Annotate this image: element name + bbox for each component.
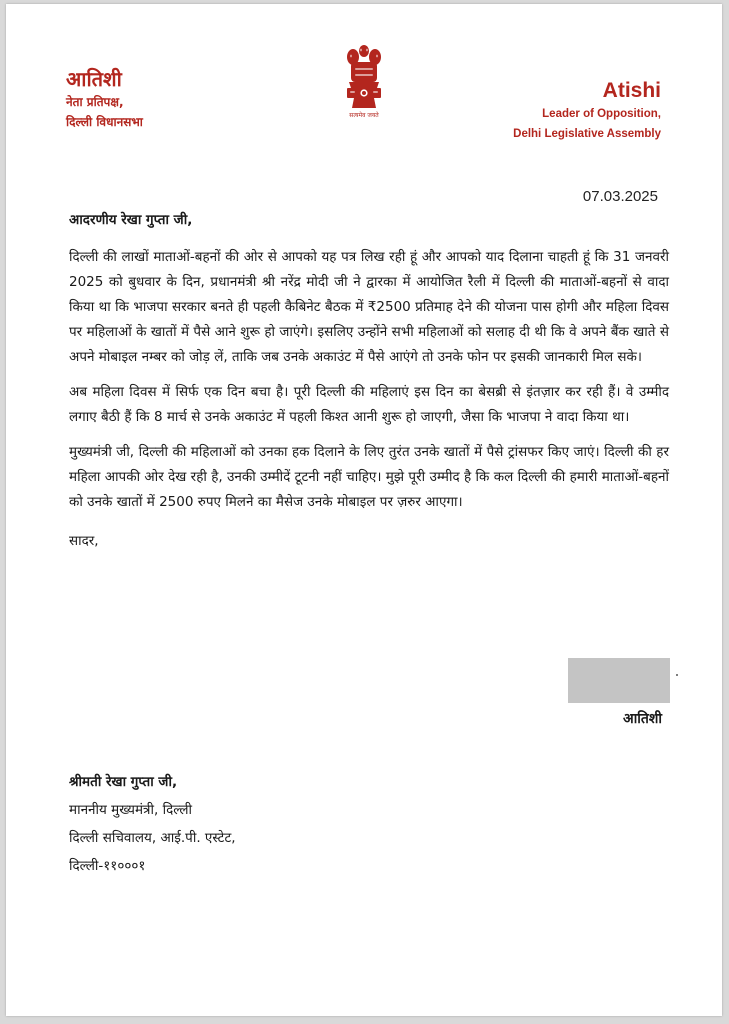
body-paragraph-1: दिल्ली की लाखों माताओं-बहनों की ओर से आपको यह पत्र लिख रही हूं और आपको याद दिलाना चाहती हूं कि 31 जनवरी 2025 को बुधवार के दिन, प्रधानमंत्री श्री नरेंद्र मोदी जी ने द्वारका में आयोजित रैली में दिल्ली की माताओं-बहनों से वादा किया था कि भाजपा सरकार बनते ही पहली कैबिनेट बैठक में ₹2500 प्रतिमाह देने की योजना पास होगी और महिला दिवस पर महिलाओं के खातों में पैसे आने शुरू हो जाएंगे। इसलिए उन्होंने सभी महिलाओं को सलाह दी थी कि वे अपने बैंक खाते से अपने मोबाइल नम्बर को जोड़ लें, ताकि जब उनके अकाउंट में पैसे आएंगे तो उनके फोन पर इसकी जानकारी मिल सके। (69, 249, 669, 365)
sender-title-hindi: नेता प्रतिपक्ष, (66, 95, 124, 109)
sender-title-english: Leader of Opposition, (542, 108, 661, 120)
signature-name: आतिशी (622, 711, 662, 727)
national-emblem (339, 42, 389, 119)
sender-assembly-hindi: दिल्ली विधानसभा (66, 115, 143, 129)
letter-page (6, 4, 722, 1016)
recipient-address (69, 768, 236, 880)
body-paragraph-2: अब महिला दिवस में सिर्फ एक दिन बचा है। पूरी दिल्ली की महिलाएं इस दिन का बेसब्री से इंतज़ार कर रही हैं। वे उम्मीद लगाए बैठी हैं कि 8 मार्च से उनके अकाउंट में पहली किश्त आनी शुरू हो जाएगी, जैसा कि भाजपा ने वादा किया था। (69, 384, 669, 425)
body-paragraph-3: मुख्यमंत्री जी, दिल्ली की महिलाओं को उनका हक दिलाने के लिए तुरंत उनके खातों में पैसे ट्रांसफर किए जाएं। दिल्ली की हर महिला आपकी ओर देख रही है, उनकी उम्मीदें टूटनी नहीं चाहिए। मुझे पूरी उम्मीद है कि कल दिल्ली की हमारी माताओं-बहनों को उनके खातों में 2500 रुपए मिलने का मैसेज उनके मोबाइल पर ज़रुर आएगा। (69, 444, 669, 510)
letterhead-left (66, 66, 143, 132)
letterhead-right (513, 78, 661, 144)
salutation: आदरणीय रेखा गुप्ता जी, (69, 212, 193, 228)
recipient-designation: माननीय मुख्यमंत्री, दिल्ली (69, 802, 192, 818)
recipient-name: श्रीमती रेखा गुप्ता जी, (69, 774, 178, 790)
redacted-signature (568, 658, 670, 703)
sender-name-english: Atishi (602, 79, 661, 102)
closing: सादर, (69, 533, 99, 549)
letter-date: 07.03.2025 (582, 188, 658, 205)
sender-assembly-english: Delhi Legislative Assembly (513, 128, 661, 140)
national-emblem-lion-capital-icon (341, 42, 387, 110)
recipient-city: दिल्ली-११०००१ (69, 858, 146, 874)
signature-dot (676, 674, 678, 676)
recipient-office: दिल्ली सचिवालय, आई.पी. एस्टेट, (69, 830, 236, 846)
emblem-motto: सत्यमेव जयते (349, 112, 379, 119)
letter-body (69, 208, 669, 568)
sender-name-hindi: आतिशी (66, 67, 122, 91)
